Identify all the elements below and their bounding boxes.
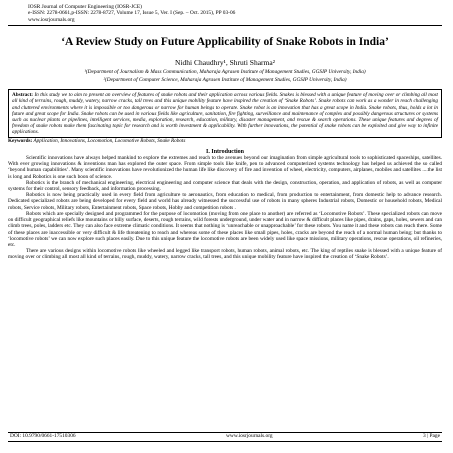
affiliation-1: ¹(Department of Journalism & Mass Communication, Maharaja Agrasen Institute of Management Studies, GGSIP University, India) [84, 68, 366, 75]
abstract-box [8, 89, 442, 138]
page-footer [8, 432, 442, 442]
journal-header [28, 4, 442, 23]
footer-website[interactable]: www.iosrjournals.org [226, 433, 273, 439]
paragraph: Robotics is now being practically used in every field from agriculture to aeronautics, from education to medical, from production to entertainment, from domestic help to advance research. Dedicated specialized robots are being developed for every field and world has already witnessed the successful use of robots in many spheres Industrial robots, Domestic or household robots, Medical robots, Service robots, Military robots, Entertainment robots, Space robots, Hobby and competition robots . [8, 192, 442, 211]
header-rule [8, 25, 442, 26]
journal-website[interactable]: www.iosrjournals.org [28, 16, 75, 23]
keywords [8, 138, 442, 144]
keywords-label: Keywords: [8, 137, 33, 144]
paragraph: Robotics is the branch of mechanical engineering, electrical engineering and computer science that deals with the design, construction, operation, and application of robots, as well as computer systems for their control, sensory feedback, and information processing. [8, 179, 442, 193]
paragraph: Scientific innovations have always helped mankind to explore the extremes and reach to the avenues beyond our imagination from simple agricultural tools to sophisticated spaceships, satellites. With ever growing innovations & inventions man has explored the outer space. From simple tools like knife, pen to advanced computerized systems technology has helped us achieved the so called ‘beyond human capabilities’. Many scientific innovations have revolutionized the human life like discovery of fire and invention of wheel, electricity, computers, airplanes, mobiles and satellites ....the list is long and Robotics is one such boon of science. [8, 155, 442, 180]
paper-page [8, 4, 442, 261]
footer-page-number: 3 | Page [423, 433, 440, 439]
abstract-label: Abstract: [12, 92, 34, 99]
footer-rule-bottom [8, 441, 442, 442]
paragraph: Robots which are specially designed and programmed for the purpose of locomotion (moving from one place to another) are referred as ‘Locomotive Robots’. These specialized robots can move on difficult geographical reliefs like mountains or hilly surface, deserts, rough terrains, wild forests underground, under water and in narrow & difficult places like pipes, drains, gaps, holes, sewers and can climb trees, poles, ladders etc. They can also face extreme climatic conditions. It seems that nothing is ‘unreachable or unapproachable’ for these robots. You name it and these robots can reach there. Some of these places are inaccessible or very difficult & life threatening to reach and whereas some of these places like small pipes, holes, cracks are beyond the reach of a normal human being; but thanks to ‘locomotive robots’ we can now explore such places easily. Due to this unique feature the locomotive robots are been widely used like space missions, military operations, rescue operations, oil refineries, etc. [8, 210, 442, 248]
affiliation-2: ²(Department of Computer Science, Maharaja Agrasen Institute of Management Studies, GGSIP University, India) [103, 77, 347, 84]
keywords-text: Application, Innovations, Locomotion, Locomotive Robots, Snake Robots [33, 137, 186, 144]
paper-title: ‘A Review Study on Future Applicability of Snake Robots in India’ [61, 36, 389, 49]
journal-name: IOSR Journal of Computer Engineering (IOSR-JCE) [28, 4, 142, 10]
section-heading: I. Introduction [206, 149, 244, 156]
paper-authors: Nidhi Chaudhry¹, Shruti Sharma² [175, 57, 275, 67]
journal-issn: e-ISSN: 2278-0661,p-ISSN: 2278-8727, Volume 17, Issue 5, Ver. I (Sep. – Oct. 2015), PP 03-06 [28, 10, 236, 17]
footer-doi: DOI: 10.9790/0661-17510306 [10, 433, 76, 439]
abstract-text: In this study we to aim to present an overview of features of snake robots and their application across various fields. Snakes is blessed with a unique feature of moving over or climbing all most all kind of terrains, rough, muddy, watery, narrow cracks, tall trees and this unique mobility feature have inspired the creation of ‘Snake Robots’. Snake robots can work as a wonder in reach challenging and cluttered environments where it is impossible or too dangerous or narrow for human beings to operate. Snake robot is an innovation that has a great scope in India. Snake robots, thus, holds a lot in future and great scope for India. Snake robots can be used in various fields like agriculture, sanitation, fire fighting, surveillance and maintenance of complex and possibly dangerous structures or systems such as nuclear plants or pipelines, intelligent services, media, exploration, research, education, military, disaster management, and rescue & search operations. These unique features and degrees of freedom of snake robots make them fascinating topic for research and is worth investment & applicability. With further innovations, the potential of snake robots can be exploited and give way to infinite applications. [12, 92, 438, 135]
paragraph: There are various designs within locomotive robots like wheeled and legged like transport robots, human robots, animal robots, etc. The king of reptiles snake is blessed with a unique feature of moving over or climbing all most all kind of terrains, rough, muddy, watery, narrow cracks, tall trees, and this unique mobility feature have inspired the creation of ‘Snake Robots’. [8, 248, 442, 261]
